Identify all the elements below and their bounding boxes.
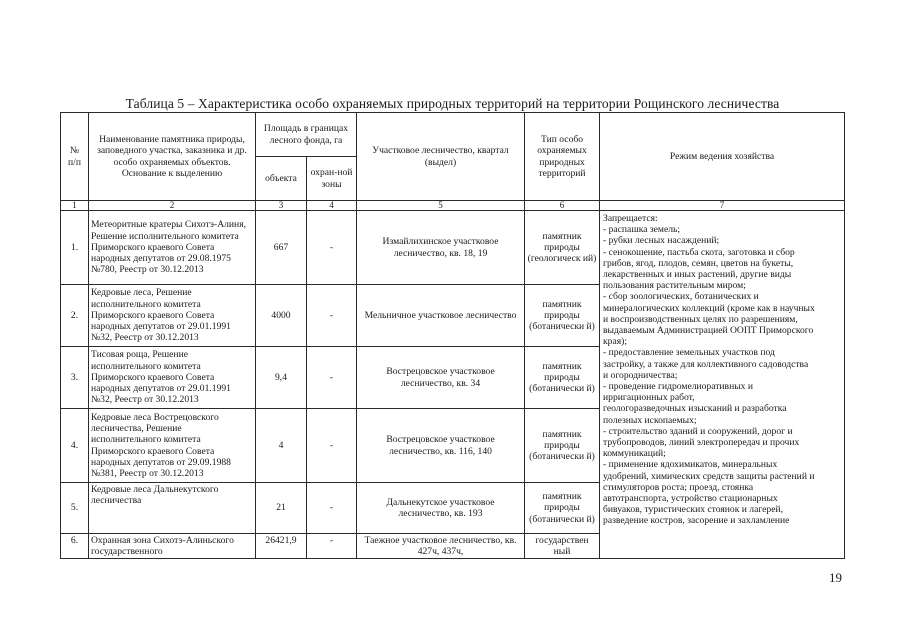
regime-line: трубопроводов, линий электропередач и прочих: [603, 437, 800, 449]
row-number: 5.: [61, 483, 89, 534]
row-name: Кедровые леса Дальнекутского лесничества: [89, 483, 256, 534]
header-district: Участковое лесничество, квартал (выдел): [357, 113, 525, 201]
row-number: 6.: [61, 534, 89, 559]
regime-line: стимуляторов роста; проезд, стоянка: [603, 481, 754, 493]
regime-line: выдаваемым Администрацией ООПТ Приморского: [603, 325, 814, 337]
regime-line: - предоставление земельных участков под: [603, 347, 775, 359]
regime-line: полезных ископаемых;: [603, 414, 697, 426]
regime-line: - применение ядохимикатов, минеральных: [603, 459, 778, 471]
regime-line: пользования растительным миром;: [603, 280, 746, 292]
regime-line: и огородничества;: [603, 369, 678, 381]
row-number: 4.: [61, 409, 89, 483]
regime-line: автотранспорта, устройство стационарных: [603, 493, 778, 505]
regime-line: - строительство зданий и сооружений, дорог и: [603, 425, 793, 437]
column-number: 4: [307, 201, 357, 211]
regime-line: - распашка земель;: [603, 224, 681, 236]
column-number: 3: [256, 201, 307, 211]
regime-line: - рубки лесных насаждений;: [603, 235, 720, 247]
row-area-zone: -: [307, 534, 357, 559]
regime-line: разведение костров, засорение и захламление: [603, 515, 790, 527]
row-number: 1.: [61, 211, 89, 285]
column-number: 7: [600, 201, 845, 211]
row-type: памятник природы (ботанически й): [525, 483, 600, 534]
row-area-zone: -: [307, 211, 357, 285]
regime-line: ирригационных работ,: [603, 392, 695, 404]
regime-line: застройку, а также для коллективного садоводства: [603, 358, 809, 370]
header-number-abbr: п/п: [68, 156, 81, 168]
regime-line: коммуникаций;: [603, 448, 666, 460]
column-number: 1: [61, 201, 89, 211]
row-name: Метеоритные кратеры Сихотэ-Алиня, Решение исполнительного комитета Приморского краевого Совета народных депутатов от 29.08.1975 №780, Реестр от 30.12.2013: [89, 211, 256, 285]
row-type: памятник природы (ботанически й): [525, 409, 600, 483]
header-area-object: объекта: [256, 157, 307, 201]
header-number-sign: №: [69, 145, 80, 157]
regime-cell: [600, 211, 845, 559]
row-district: Дальнекутское участковое лесничество, кв. 193: [357, 483, 525, 534]
protected-areas-table: [60, 112, 845, 559]
row-area-zone: -: [307, 347, 357, 409]
row-name: Охранная зона Сихотэ-Алиньского государственного: [89, 534, 256, 559]
row-name: Кедровые леса, Решение исполнительного комитета Приморского краевого Совета народных депутатов от 29.01.1991 №32, Реестр от 30.12.2013: [89, 285, 256, 347]
header-area-zone: охран-ной зоны: [307, 157, 357, 201]
row-district: Вострецовское участковое лесничество, кв. 34: [357, 347, 525, 409]
row-area-object: 9,4: [256, 347, 307, 409]
row-number: 3.: [61, 347, 89, 409]
row-district: Мельничное участковое лесничество: [357, 285, 525, 347]
row-area-object: 26421,9: [256, 534, 307, 559]
row-area-object: 4: [256, 409, 307, 483]
regime-line: - проведение гидромелиоративных и: [603, 381, 753, 393]
row-area-object: 4000: [256, 285, 307, 347]
regime-line: геологоразведочных изысканий и разработка: [603, 403, 787, 415]
header-type: Тип особо охраняемых природных территорий: [525, 113, 600, 201]
regime-line: грибов, ягод, плодов, семян, цветов на букеты,: [603, 257, 794, 269]
column-number: 5: [357, 201, 525, 211]
row-name: Кедровые леса Вострецовского лесничества, Решение исполнительного комитета Приморского краевого Совета народных депутатов от 29.09.1988 №381, Реестр от 30.12.2013: [89, 409, 256, 483]
regime-line: и воспроизводственных целях по разрешениям,: [603, 313, 798, 325]
row-area-zone: -: [307, 483, 357, 534]
row-type: памятник природы (ботанически й): [525, 285, 600, 347]
row-area-zone: -: [307, 409, 357, 483]
regime-line: минералогических коллекций (кроме как в научных: [603, 302, 815, 314]
regime-line: лекарственных и иных растений, другие виды: [603, 269, 792, 281]
row-area-object: 667: [256, 211, 307, 285]
column-number: 6: [525, 201, 600, 211]
row-area-zone: -: [307, 285, 357, 347]
table-title: Таблица 5 – Характеристика особо охраняемых природных территорий на территории Рощинского лесничества: [125, 96, 780, 111]
row-type: государствен ный: [525, 534, 600, 559]
row-type: памятник природы (геологическ ий): [525, 211, 600, 285]
row-type: памятник природы (ботанически й): [525, 347, 600, 409]
row-district: Вострецовское участковое лесничество, кв. 116, 140: [357, 409, 525, 483]
header-number: [61, 113, 89, 201]
header-regime: Режим ведения хозяйства: [600, 113, 845, 201]
row-area-object: 21: [256, 483, 307, 534]
regime-line: края);: [603, 336, 628, 348]
row-district: Измайлихинское участковое лесничество, кв. 18, 19: [357, 211, 525, 285]
page-number: 19: [829, 570, 842, 585]
regime-line: Запрещается:: [603, 213, 658, 224]
row-number: 2.: [61, 285, 89, 347]
regime-line: удобрений, химических средств защиты растений и: [603, 470, 815, 482]
regime-line: - сбор зоологических, ботанических и: [603, 291, 759, 303]
header-name: Наименование памятника природы, заповедного участка, заказника и др. особо охраняемых объектов. Основание к выделению: [89, 113, 256, 201]
table-row: [61, 211, 845, 285]
row-district: Таежное участковое лесничество, кв. 427ч, 437ч,: [357, 534, 525, 559]
regime-line: бивуаков, туристических стоянок и лагерей,: [603, 504, 783, 516]
column-number: 2: [89, 201, 256, 211]
regime-line: - сенокошение, пастьба скота, заготовка и сбор: [603, 246, 795, 258]
header-area: Площадь в границах лесного фонда, га: [256, 113, 357, 157]
row-name: Тисовая роща, Решение исполнительного комитета Приморского краевого Совета народных депутатов от 29.01.1991 №32, Реестр от 30.12.2013: [89, 347, 256, 409]
